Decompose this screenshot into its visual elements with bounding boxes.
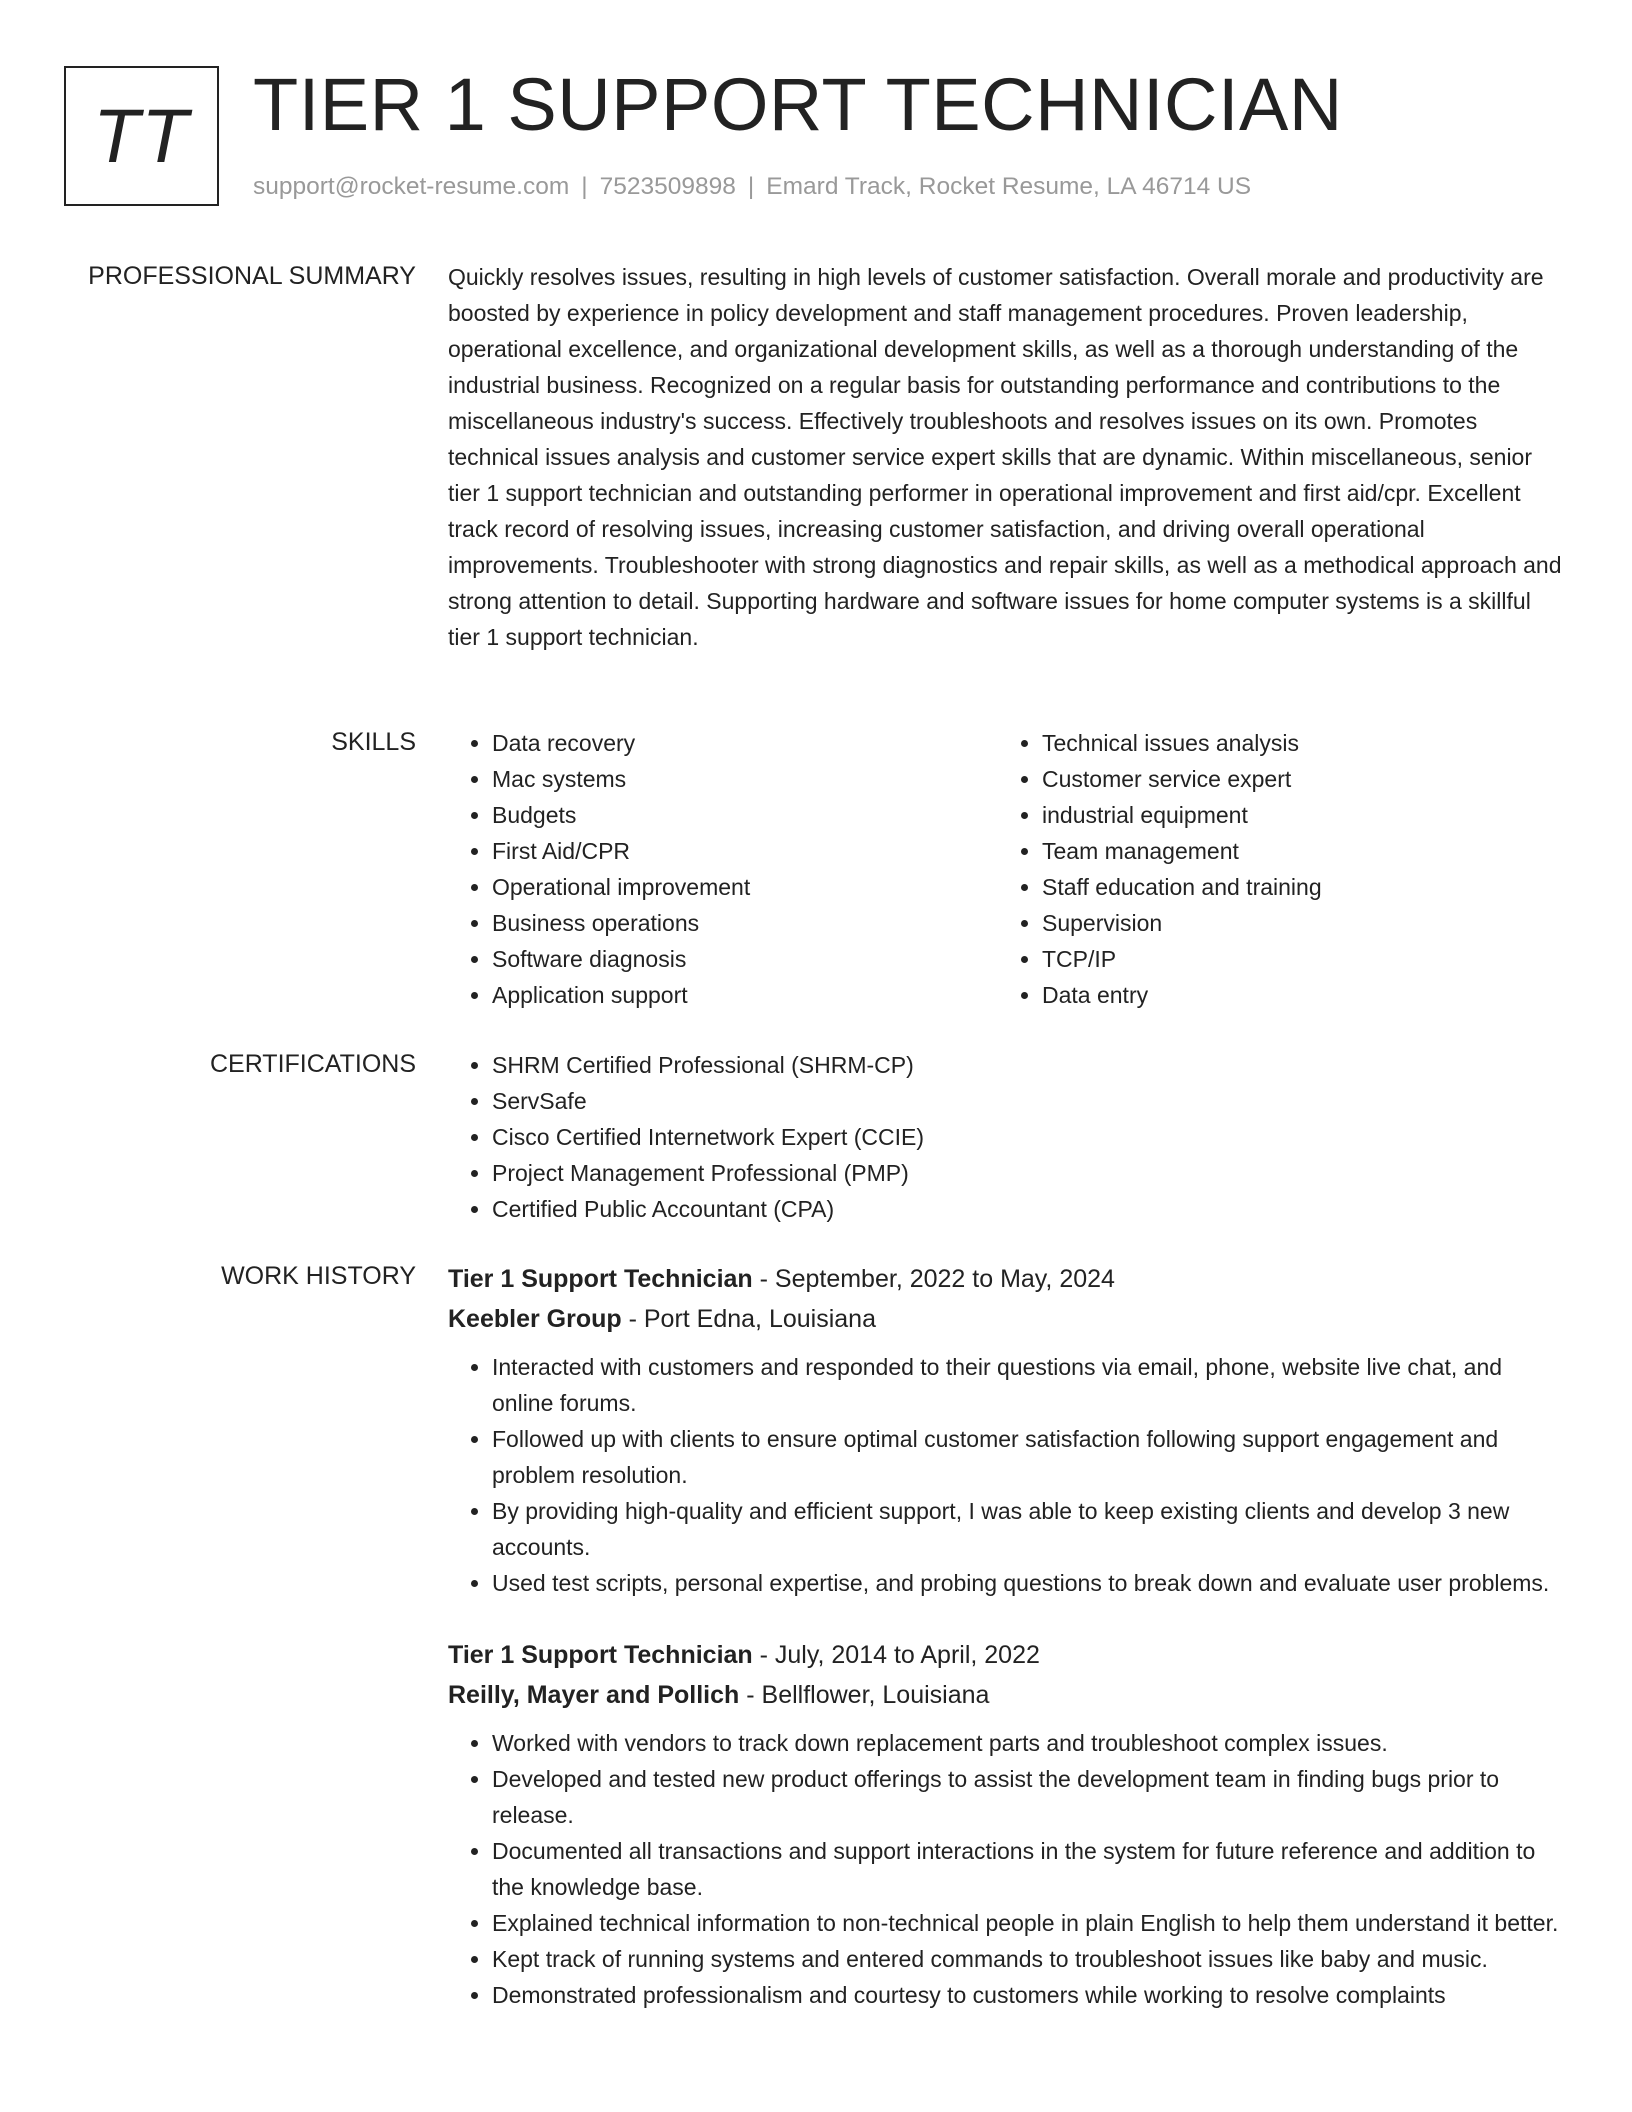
job-location: - Port Edna, Louisiana [621, 1305, 876, 1333]
job-company-line [448, 1675, 1566, 1715]
summary-text: Quickly resolves issues, resulting in high levels of customer satisfaction. Overall morale and productivity are boosted by experience in policy development and staff management procedures. Proven leadership, operational excellence, and organizational development skills, as well as a thorough understanding of the industrial business. Recognized on a regular basis for outstanding performance and contributions to the miscellaneous industry's success. Effectively troubleshoots and resolves issues on its own. Promotes technical issues analysis and customer service expert skills that are dynamic. Within miscellaneous, senior tier 1 support technician and outstanding performer in operational improvement and first aid/cpr. Excellent track record of resolving issues, increasing customer satisfaction, and driving overall operational improvements. Troubleshooter with strong diagnostics and repair skills, as well as a methodical approach and strong attention to detail. Supporting hardware and software issues for home computer systems is a skillful tier 1 support technician. [448, 264, 1562, 650]
skill-item: • Staff education and training [1042, 869, 1548, 905]
contact-separator: | [747, 173, 755, 200]
contact-separator: | [581, 173, 588, 200]
contact-address: Emard Track, Rocket Resume, LA 46714 US [766, 173, 1252, 200]
job-bullet: • Used test scripts, personal expertise, and probing questions to break down and evaluate user problems. [492, 1565, 1566, 1601]
job-bullet: • Documented all transactions and support interactions in the system for future reference and addition to the knowledge base. [492, 1833, 1566, 1905]
job-bullet: • Followed up with clients to ensure optimal customer satisfaction following support engagement and problem resolution. [492, 1421, 1566, 1493]
job-entry [448, 1259, 1566, 1601]
job-title-line [448, 1259, 1566, 1299]
skill-item: • Mac systems [492, 761, 998, 797]
section-label-summary: PROFESSIONAL SUMMARY [88, 262, 416, 290]
skill-item: • Customer service expert [1042, 761, 1548, 797]
job-bullet: • Kept track of running systems and entered commands to troubleshoot issues like baby and music. [492, 1941, 1566, 1977]
certification-item: • Project Management Professional (PMP) [492, 1155, 1566, 1191]
certification-item: • Cisco Certified Internetwork Expert (CCIE) [492, 1119, 1566, 1155]
contact-email: support@rocket-resume.com [253, 173, 570, 200]
skills-column-1 [448, 725, 998, 1013]
skill-item: • Operational improvement [492, 869, 998, 905]
certifications-content [448, 1047, 1566, 1227]
job-dates: - July, 2014 to April, 2022 [752, 1641, 1040, 1669]
skill-item: • Budgets [492, 797, 998, 833]
skills-column-2 [998, 725, 1548, 1013]
skills-list-2 [998, 725, 1548, 1013]
skill-item: • Team management [1042, 833, 1548, 869]
skill-item: • Business operations [492, 905, 998, 941]
contact-line [253, 172, 1251, 202]
skill-item: • industrial equipment [1042, 797, 1548, 833]
section-label-skills: SKILLS [331, 728, 416, 756]
skill-item: • Software diagnosis [492, 941, 998, 977]
skill-item: • Technical issues analysis [1042, 725, 1548, 761]
skills-list-1 [448, 725, 998, 1013]
monogram-logo: TT [64, 66, 219, 206]
section-label-certifications: CERTIFICATIONS [209, 1050, 416, 1078]
contact-phone: 7523509898 [599, 173, 736, 200]
section-label-work-history: WORK HISTORY [221, 1262, 416, 1290]
job-location: - Bellflower, Louisiana [739, 1681, 990, 1709]
skills-content [448, 725, 1566, 1013]
summary-content [448, 259, 1566, 655]
job-bullet: • Developed and tested new product offerings to assist the development team in finding bugs prior to release. [492, 1761, 1566, 1833]
skill-item: • Application support [492, 977, 998, 1013]
resume-header [64, 63, 1592, 210]
job-title: Tier 1 Support Technician [448, 1265, 753, 1293]
skill-item: • Supervision [1042, 905, 1548, 941]
skill-item: • TCP/IP [1042, 941, 1548, 977]
certifications-list [448, 1047, 1566, 1227]
skill-item: • Data entry [1042, 977, 1548, 1013]
job-bullets [448, 1349, 1566, 1601]
candidate-title: TIER 1 SUPPORT TECHNICIAN [253, 63, 1343, 146]
job-company-line [448, 1299, 1566, 1339]
job-title-line [448, 1635, 1566, 1675]
certification-item: • Certified Public Accountant (CPA) [492, 1191, 1566, 1227]
job-entry [448, 1635, 1566, 2013]
job-bullets [448, 1725, 1566, 2013]
certification-item: • ServSafe [492, 1083, 1566, 1119]
work-history-content [448, 1259, 1566, 2047]
skill-item: • First Aid/CPR [492, 833, 998, 869]
job-bullet: • Demonstrated professionalism and courtesy to customers while working to resolve complaints [492, 1977, 1566, 2013]
job-company: Keebler Group [448, 1305, 622, 1333]
job-bullet: • Worked with vendors to track down replacement parts and troubleshoot complex issues. [492, 1725, 1566, 1761]
job-title: Tier 1 Support Technician [448, 1641, 753, 1669]
job-bullet: • Explained technical information to non-technical people in plain English to help them understand it better. [492, 1905, 1566, 1941]
skill-item: • Data recovery [492, 725, 998, 761]
job-company: Reilly, Mayer and Pollich [448, 1681, 740, 1709]
job-dates: - September, 2022 to May, 2024 [752, 1265, 1115, 1293]
job-bullet: • By providing high-quality and efficient support, I was able to keep existing clients and develop 3 new accounts. [492, 1493, 1566, 1565]
certification-item: • SHRM Certified Professional (SHRM-CP) [492, 1047, 1566, 1083]
job-bullet: • Interacted with customers and responded to their questions via email, phone, website live chat, and online forums. [492, 1349, 1566, 1421]
